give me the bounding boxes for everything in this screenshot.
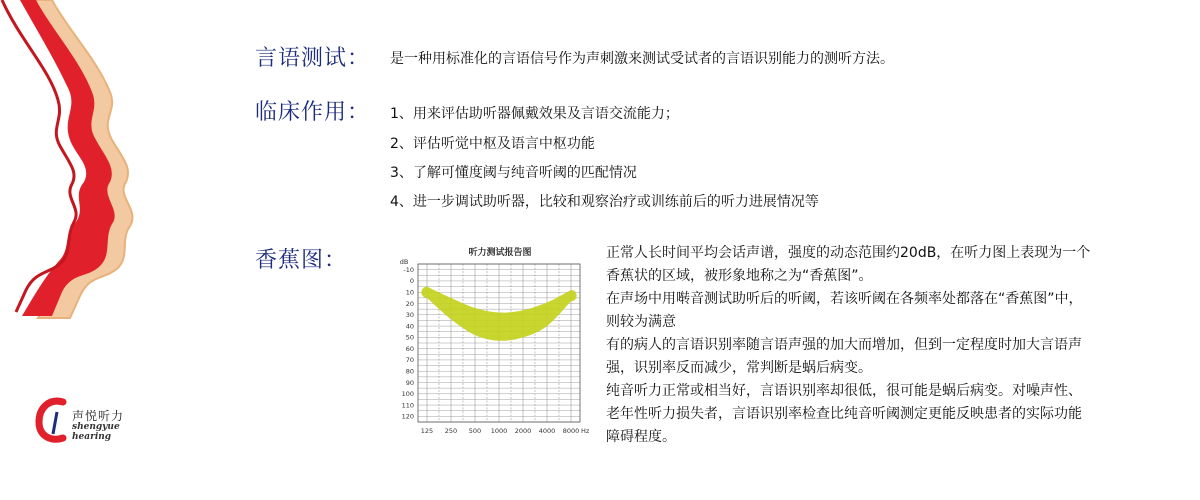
banana-paragraph: 正常人长时间平均会话声谱，强度的动态范围约20dB，在听力图上表现为一个香蕉状的区域，被形象地称之为“香蕉图”。 — [606, 245, 1091, 284]
y-tick-label: 80 — [405, 367, 414, 376]
clinical-use-item: 4、进一步调试助听器，比较和观察治疗或训练前后的听力进展情况等 — [390, 194, 819, 210]
y-tick-label: 30 — [405, 311, 414, 320]
clinical-use-item: 1、用来评估助听器佩戴效果及言语交流能力； — [390, 106, 679, 122]
x-tick-label: 4000 — [538, 427, 556, 435]
y-tick-label: 60 — [405, 344, 414, 353]
y-tick-label: 110 — [401, 401, 414, 410]
x-tick-label: 1000 — [490, 427, 508, 435]
banana-paragraph: 纯音听力正常或相当好，言语识别率却很低，很可能是蜗后病变。对噪声性、老年性听力损失者，言语识别率检查比纯音听阈测定更能反映患者的实际功能障碍程度。 — [606, 383, 1082, 445]
speech-test-heading: 言语测试： — [255, 46, 371, 71]
x-tick-label: 125 — [420, 427, 434, 435]
banana-chart-heading: 香蕉图： — [255, 248, 348, 273]
face-silhouette-graphic — [0, 0, 180, 330]
chart-y-axis-label: dB — [399, 258, 409, 266]
clinical-use-item: 2、评估听觉中枢及语言中枢功能 — [390, 136, 595, 152]
y-tick-label: 40 — [405, 322, 414, 331]
clinical-use-item: 3、了解可懂度阈与纯音听阈的匹配情况 — [390, 165, 637, 181]
y-tick-label: 10 — [405, 288, 414, 297]
logo-brand-name: 声悦听力 — [72, 409, 125, 423]
y-tick-label: -10 — [403, 265, 414, 274]
x-tick-label: 250 — [444, 427, 458, 435]
chart-title: 听力测试报告图 — [468, 248, 532, 258]
y-tick-label: 90 — [405, 378, 414, 387]
audiogram-chart — [390, 242, 600, 438]
x-tick-label: 2000 — [514, 427, 532, 435]
banana-paragraph: 在声场中用啭音测试助听后的听阈，若该听阈在各频率处都落在“香蕉图”中，则较为满意 — [606, 291, 1083, 330]
banana-description — [606, 242, 1092, 449]
y-tick-label: 20 — [405, 299, 414, 308]
speech-test-definition: 是一种用标准化的言语信号作为声刺激来测试受试者的言语识别能力的测听方法。 — [390, 51, 894, 67]
y-tick-label: 120 — [401, 412, 414, 421]
x-unit-label: Hz — [581, 427, 590, 435]
chart-x-ticks — [421, 427, 590, 435]
clinical-use-heading: 临床作用： — [255, 100, 371, 125]
brand-logo — [35, 390, 145, 450]
y-tick-label: 100 — [401, 390, 414, 399]
banana-paragraph: 有的病人的言语识别率随言语声强的加大而增加，但到一定程度时加大言语声强，识别率反而减少，常判断是蜗后病变。 — [606, 337, 1082, 376]
x-tick-label: 500 — [468, 427, 482, 435]
logo-subtitle: shengyue hearing — [72, 422, 120, 442]
logo-mark-icon — [35, 396, 71, 446]
y-tick-label: 50 — [405, 333, 414, 342]
x-tick-label: 8000 — [562, 427, 580, 435]
y-tick-label: 70 — [405, 356, 414, 365]
y-tick-label: 0 — [409, 277, 414, 286]
